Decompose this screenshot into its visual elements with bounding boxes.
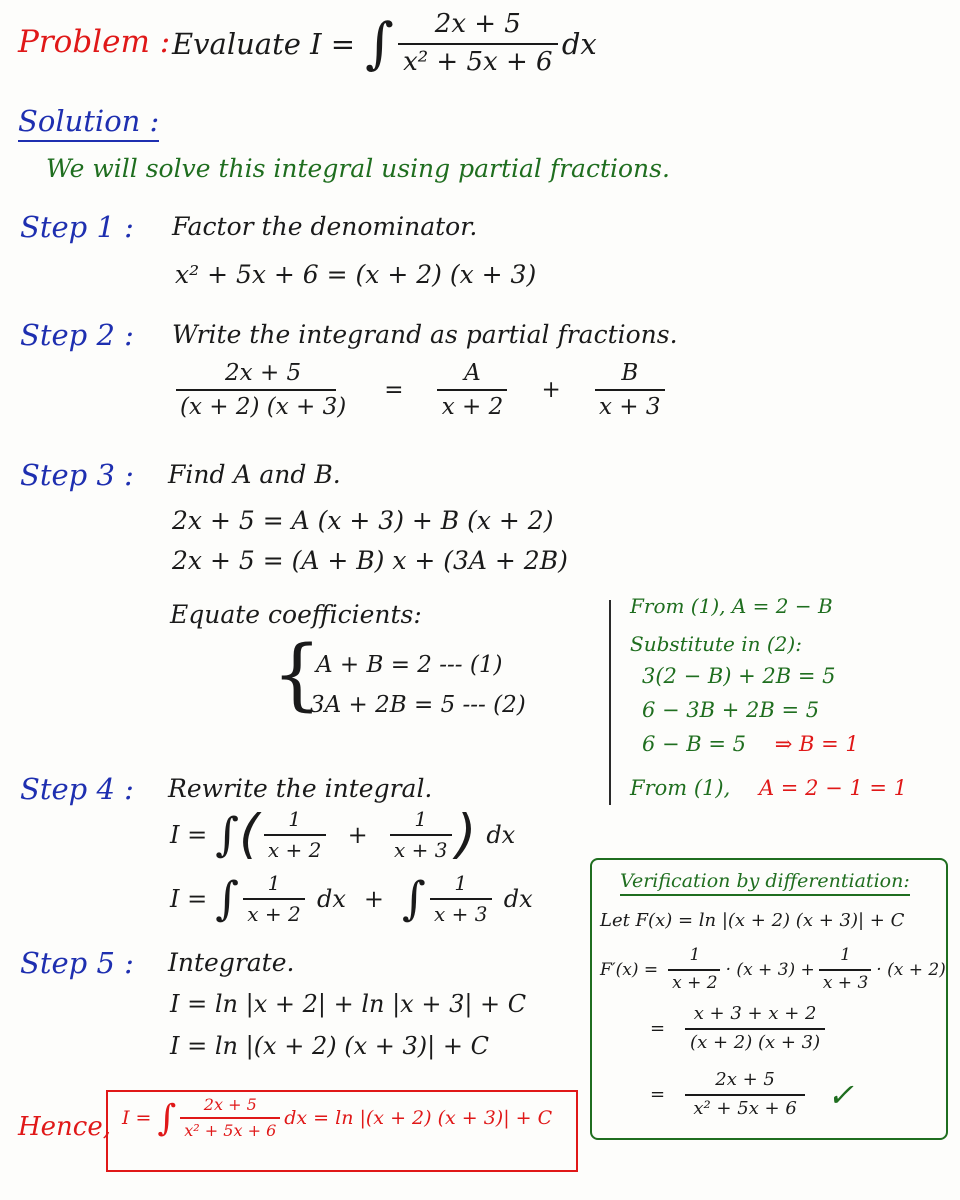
side-line5-result: ⇒ B = 1: [774, 732, 859, 756]
plus-sign: +: [347, 821, 368, 849]
verify-mul-a: · (x + 3) +: [725, 959, 815, 980]
problem-prefix: Evaluate I =: [172, 26, 356, 61]
checkmark-icon: ✓: [827, 1075, 854, 1114]
fraction-bar: [668, 969, 720, 971]
side-line4: 6 − 3B + 2B = 5: [642, 698, 820, 722]
final-answer: [122, 1096, 552, 1141]
final-i-equals: I =: [122, 1107, 152, 1130]
equate-coefficients: Equate coefficients:: [170, 600, 422, 629]
step5-line1: I = ln |x + 2| + ln |x + 3| + C: [170, 990, 527, 1018]
integral-sign: ∫: [157, 1097, 177, 1140]
step2-b-numerator: B: [621, 360, 639, 386]
step5-label: Step 5 :: [20, 946, 134, 980]
fraction-bar: [398, 43, 558, 45]
side-line2: Substitute in (2):: [630, 632, 802, 656]
step2-a-numerator: A: [464, 360, 481, 386]
final-numerator: 2x + 5: [203, 1095, 257, 1114]
side-line1: From (1), A = 2 − B: [630, 594, 833, 618]
verification-title-text: Verification by differentiation:: [620, 870, 910, 896]
verify-den-a: x + 2: [672, 972, 718, 993]
step4-frac-b: [390, 808, 452, 862]
step3-text: Find A and B.: [168, 460, 341, 489]
side-line5-left: 6 − B = 5: [642, 732, 747, 756]
numerator-one: 1: [840, 945, 851, 965]
fraction-bar: [176, 389, 336, 391]
step5-text: Integrate.: [168, 948, 295, 977]
problem-fraction: [398, 10, 558, 78]
side-line6-result: A = 2 − 1 = 1: [758, 776, 908, 800]
verification-title: [620, 870, 910, 892]
step2-lhs-fraction: [176, 360, 350, 421]
verification-mid: [650, 1004, 829, 1053]
side-line5: [642, 732, 859, 756]
step2-a-denominator: x + 2: [441, 394, 504, 421]
dx: dx: [486, 821, 516, 849]
step4-frac-a2: [243, 872, 305, 926]
system-eq1: A + B = 2 --- (1): [316, 652, 503, 678]
integral-sign: ∫: [402, 872, 426, 926]
fraction-bar: [180, 1117, 280, 1119]
verify-final-denominator: x² + 5x + 6: [693, 1097, 797, 1119]
step2-b-fraction: [595, 360, 665, 421]
problem-dx: dx: [561, 26, 597, 61]
step2-b-denominator: x + 3: [599, 394, 661, 421]
step2-a-fraction: [437, 360, 507, 421]
verify-final-frac: [685, 1070, 805, 1119]
problem-denominator: x² + 5x + 6: [403, 46, 553, 77]
equals-sign: =: [384, 377, 404, 404]
verify-mid-frac: [685, 1004, 825, 1053]
side-divider: [609, 600, 611, 805]
hence-label: Hence,: [18, 1112, 112, 1142]
fraction-bar: [685, 1094, 805, 1096]
step4-i-equals: I =: [170, 885, 208, 913]
step4-den-a: x + 2: [247, 902, 301, 926]
step4-den-a: x + 2: [267, 838, 322, 862]
final-fraction: [180, 1096, 280, 1141]
step2-lhs-denominator: (x + 2) (x + 3): [180, 394, 347, 421]
fraction-bar: [430, 898, 492, 900]
verify-frac-a: [668, 946, 721, 993]
step4-frac-b2: [430, 872, 492, 926]
fraction-bar: [390, 834, 452, 836]
step1-text: Factor the denominator.: [172, 212, 478, 241]
side-line3: 3(2 − B) + 2B = 5: [642, 664, 836, 688]
dx: dx: [316, 885, 346, 913]
verification-let: Let F(x) = ln |(x + 2) (x + 3)| + C: [600, 910, 905, 931]
fraction-bar: [819, 969, 871, 971]
side-line6-left: From (1),: [630, 776, 731, 800]
solution-label: [18, 104, 159, 138]
step3-line1: 2x + 5 = A (x + 3) + B (x + 2): [172, 506, 554, 535]
integral-sign: ∫: [365, 11, 394, 76]
problem-numerator: 2x + 5: [434, 9, 521, 39]
numerator-one: 1: [414, 807, 428, 831]
step3-label: Step 3 :: [20, 458, 134, 492]
step1-equation: x² + 5x + 6 = (x + 2) (x + 3): [175, 260, 537, 289]
numerator-one: 1: [689, 945, 701, 965]
plus-sign: +: [363, 885, 384, 913]
open-paren: (: [238, 803, 260, 865]
equals-sign: =: [650, 1084, 666, 1106]
close-paren: ): [455, 803, 477, 865]
verify-mid-numerator: x + 3 + x + 2: [693, 1003, 817, 1024]
final-denominator: x² + 5x + 6: [184, 1121, 277, 1141]
side-line6: [630, 776, 907, 800]
numerator-one: 1: [267, 871, 281, 895]
equals-sign: =: [650, 1018, 666, 1040]
numerator-one: 1: [454, 871, 468, 895]
fraction-bar: [685, 1028, 825, 1030]
solution-intro: We will solve this integral using partial fractions.: [46, 154, 670, 183]
verification-fprime: [600, 946, 946, 993]
step5-line2: I = ln |(x + 2) (x + 3)| + C: [170, 1032, 489, 1060]
step4-line1: [170, 803, 516, 865]
step4-den-b: x + 3: [434, 902, 488, 926]
verify-mul-b: · (x + 2): [876, 959, 946, 980]
step4-frac-a: [264, 808, 326, 862]
fraction-bar: [595, 389, 665, 391]
step1-label: Step 1 :: [20, 210, 134, 244]
step2-text: Write the integrand as partial fractions.: [172, 320, 678, 349]
numerator-one: 1: [288, 807, 301, 831]
verify-mid-denominator: (x + 2) (x + 3): [690, 1031, 821, 1053]
solution-label-text: Solution :: [18, 104, 159, 142]
verify-den-b: x + 3: [822, 972, 869, 993]
dx: dx: [503, 885, 533, 913]
step4-den-b: x + 3: [393, 838, 448, 862]
integral-sign: ∫: [215, 808, 239, 862]
integral-sign: ∫: [215, 872, 239, 926]
step3-line2: 2x + 5 = (A + B) x + (3A + 2B): [172, 546, 568, 575]
system-eq2: 3A + 2B = 5 --- (2): [310, 692, 526, 718]
final-rhs: dx = ln |(x + 2) (x + 3)| + C: [284, 1107, 553, 1130]
step4-line2: [170, 872, 533, 926]
step2-equation: [172, 360, 669, 421]
fprime-label: F′(x) =: [600, 959, 659, 980]
verify-final-numerator: 2x + 5: [715, 1069, 775, 1090]
system-brace: {: [272, 630, 322, 720]
problem-label: Problem :: [18, 24, 171, 60]
step2-label: Step 2 :: [20, 318, 134, 352]
step2-lhs-numerator: 2x + 5: [225, 360, 302, 386]
plus-sign: +: [541, 377, 561, 404]
problem-statement: [172, 10, 597, 78]
step4-label: Step 4 :: [20, 772, 134, 806]
fraction-bar: [437, 389, 507, 391]
verify-frac-b: [819, 946, 872, 993]
step4-text: Rewrite the integral.: [168, 774, 433, 803]
fraction-bar: [264, 834, 326, 836]
verification-final: [650, 1070, 854, 1119]
fraction-bar: [243, 898, 305, 900]
step4-i-equals: I =: [170, 821, 208, 849]
